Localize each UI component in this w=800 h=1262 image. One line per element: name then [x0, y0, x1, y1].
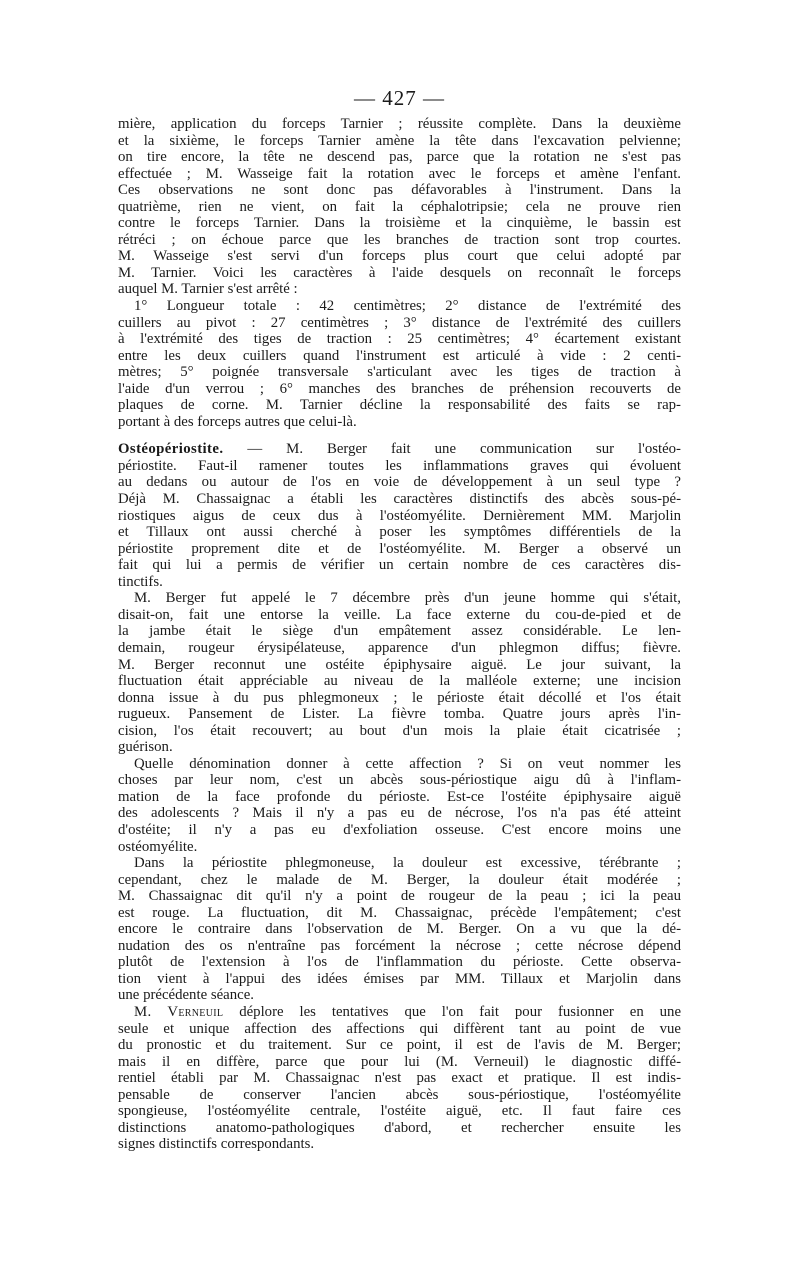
text-line: périostite. Faut-il ramener toutes les inflammations graves qui évoluent	[118, 457, 681, 474]
section-gap	[118, 430, 681, 441]
text-line: mais il en diffère, parce que pour lui (M. Verneuil) le diagnostic diffé-	[118, 1053, 681, 1070]
text-line: M. Berger reconnut une ostéite épiphysaire aiguë. Le jour suivant, la	[118, 656, 681, 673]
text-line	[118, 441, 681, 458]
paragraph-case-report	[118, 590, 681, 755]
paragraph-periostite-phlegmoneuse	[118, 855, 681, 1004]
text-line: Dans la périostite phlegmoneuse, la douleur est excessive, térébrante ;	[134, 855, 681, 872]
text-line: du pronostic et du traitement. Sur ce point, il est de l'avis de M. Berger;	[118, 1037, 681, 1054]
text-line: est rouge. La fluctuation, dit M. Chassaignac, précède l'empâtement; c'est	[118, 904, 681, 921]
text-line: on tire encore, la tête ne descend pas, parce que la rotation ne s'est pas	[118, 149, 681, 166]
text-line: l'aide d'un verrou ; 6° manches des branches de préhension recouverts de	[118, 380, 681, 397]
text-line: portant à des forceps autres que celui-là.	[118, 413, 357, 430]
text-line: tinctifs.	[118, 573, 163, 590]
paragraph-osteoperiostite	[118, 441, 681, 590]
text-line	[118, 1004, 681, 1021]
text-line: effectuée ; M. Wasseige fait la rotation avec le forceps et amène l'enfant.	[118, 165, 681, 182]
text-line: Quelle dénomination donner à cette affection ? Si on veut nommer les	[134, 755, 681, 772]
text-line: mation de la face profonde du périoste. Est-ce l'ostéite épiphysaire aiguë	[118, 788, 681, 805]
text-line: guérison.	[118, 739, 173, 756]
text-line: contre le forceps Tarnier. Dans la troisième et la cinquième, le bassin est	[118, 215, 681, 232]
paragraph-verneuil	[118, 1004, 681, 1153]
text-line: ostéomyélite.	[118, 838, 198, 855]
page-number: — 427 —	[354, 86, 445, 110]
text-line: choses par leur nom, c'est un abcès sous-périostique aigu dû à l'inflam-	[118, 772, 681, 789]
text-line: au dedans ou autour de l'os en voie de développement à un seul type ?	[118, 474, 681, 491]
text-line: cuillers au pivot : 27 centimètres ; 3° distance de l'extrémité des cuillers	[118, 314, 681, 331]
speaker-name: M. Verneuil	[134, 1003, 224, 1020]
text-line: M. Chassaignac dit qu'il n'y a point de rougeur de la peau ; ici la peau	[118, 888, 681, 905]
text-line: quatrième, rien ne vient, on fait la céphalotripsie; cela ne prouve rien	[118, 198, 681, 215]
text-line: rentiel établi par M. Chassaignac n'est pas exact et pratique. Il est indis-	[118, 1070, 681, 1087]
text-line: tion vient à l'appui des idées émises par MM. Tillaux et Marjolin dans	[118, 970, 681, 987]
text-line: rugueux. Pansement de Lister. La fièvre tomba. Quatre jours après l'in-	[118, 706, 681, 723]
text-line: signes distinctifs correspondants.	[118, 1136, 315, 1153]
text-line: et Tillaux ont aussi cherché à poser les symptômes différentiels de la	[118, 524, 681, 541]
text-line: encore le contraire dans l'observation de M. Berger. On a vu que la dé-	[118, 921, 681, 938]
text-line: auquel M. Tarnier s'est arrêté :	[118, 281, 298, 298]
text-line: à l'extrémité des tiges de traction : 25 centimètres; 4° écartement existant	[118, 331, 681, 348]
text-line: M. Tarnier. Voici les caractères à l'aide desquels on reconnaît le forceps	[118, 264, 681, 281]
text-line: une précédente séance.	[118, 987, 254, 1004]
text-line: distinctions anatomo-pathologiques d'abord, et rechercher ensuite les	[118, 1119, 681, 1136]
paragraph-forceps-characteristics	[118, 298, 681, 430]
paragraph-denomination	[118, 756, 681, 855]
text-line: des adolescents ? Mais il n'y a pas eu de nécrose, l'os n'a pas été atteint	[118, 805, 681, 822]
paragraph-forceps-observations	[118, 116, 681, 298]
text-line: Déjà M. Chassaignac a établi les caractères distinctifs des abcès sous-pé-	[118, 491, 681, 508]
text-line: cision, l'os était recouvert; au bout d'un mois la plaie était cicatrisée ;	[118, 722, 681, 739]
text-line: riostiques aigus de ceux dus à l'ostéomyélite. Dernièrement MM. Marjolin	[118, 507, 681, 524]
text-line: donna issue à du pus phlegmoneux ; le périoste était décollé et l'os était	[118, 689, 681, 706]
text-line: spongieuse, l'ostéomyélite centrale, l'ostéite aiguë, etc. Il faut faire ces	[118, 1103, 681, 1120]
text-line: seule et unique affection des affections qui diffèrent tant au point de vue	[118, 1020, 681, 1037]
text-line: cependant, chez le malade de M. Berger, la douleur était modérée ;	[118, 871, 681, 888]
text-line: mètres; 5° poignée transversale s'articulant avec les tiges de traction à	[118, 364, 681, 381]
text-line: M. Wasseige s'est servi d'un forceps plus court que celui adopté par	[118, 248, 681, 265]
section-heading: Ostéopériostite.	[118, 441, 224, 458]
text-line: fluctuation était appréciable au niveau de la malléole externe; une incision	[118, 673, 681, 690]
text-line: M. Berger fut appelé le 7 décembre près d'un jeune homme qui s'était,	[134, 590, 681, 607]
text-line: nudation des os n'entraîne pas forcément la nécrose ; cette nécrose dépend	[118, 937, 681, 954]
text-line: Ces observations ne sont donc pas défavorables à l'instrument. Dans la	[118, 182, 681, 199]
text-line: fait qui lui a permis de vérifier un certain nombre de ces caractères dis-	[118, 557, 681, 574]
text-line: la jambe était le siège d'un empâtement assez considérable. Le len-	[118, 623, 681, 640]
text-line: demain, rougeur érysipélateuse, apparence d'un phlegmon diffus; fièvre.	[118, 639, 681, 656]
text-line: mière, application du forceps Tarnier ; réussite complète. Dans la deuxième	[118, 116, 681, 132]
text-line: et la sixième, le forceps Tarnier amène la tête dans l'excavation pelvienne;	[118, 132, 681, 149]
text-line: 1° Longueur totale : 42 centimètres; 2° distance de l'extrémité des	[134, 298, 681, 315]
text-line: d'ostéite; il n'y a pas eu d'exfoliation osseuse. C'est encore moins une	[118, 821, 681, 838]
text-line: rétréci ; on échoue parce que les branches de traction sont trop courtes.	[118, 231, 681, 248]
text-line: plaques de corne. M. Tarnier décline la responsabilité des faits se rap-	[118, 397, 681, 414]
text-line: pensable de conserver l'ancien abcès sous-périostique, l'ostéomyélite	[118, 1086, 681, 1103]
text-line: entre les deux cuillers quand l'instrument est articulé à vide : 2 centi-	[118, 347, 681, 364]
text-line: périostite proprement dite et de l'ostéomyélite. M. Berger a observé un	[118, 540, 681, 557]
text-line: disait-on, fait une entorse la veille. La face externe du cou-de-pied et de	[118, 606, 681, 623]
text-line: plutôt de l'extension à l'os de l'inflammation du périoste. Cette observa-	[118, 954, 681, 971]
book-page	[118, 86, 681, 1153]
heading-line-text: — M. Berger fait une communication sur l'ostéo-	[247, 441, 681, 458]
speaker-line-text: déplore les tentatives que l'on fait pour fusionner en une	[239, 1003, 682, 1020]
